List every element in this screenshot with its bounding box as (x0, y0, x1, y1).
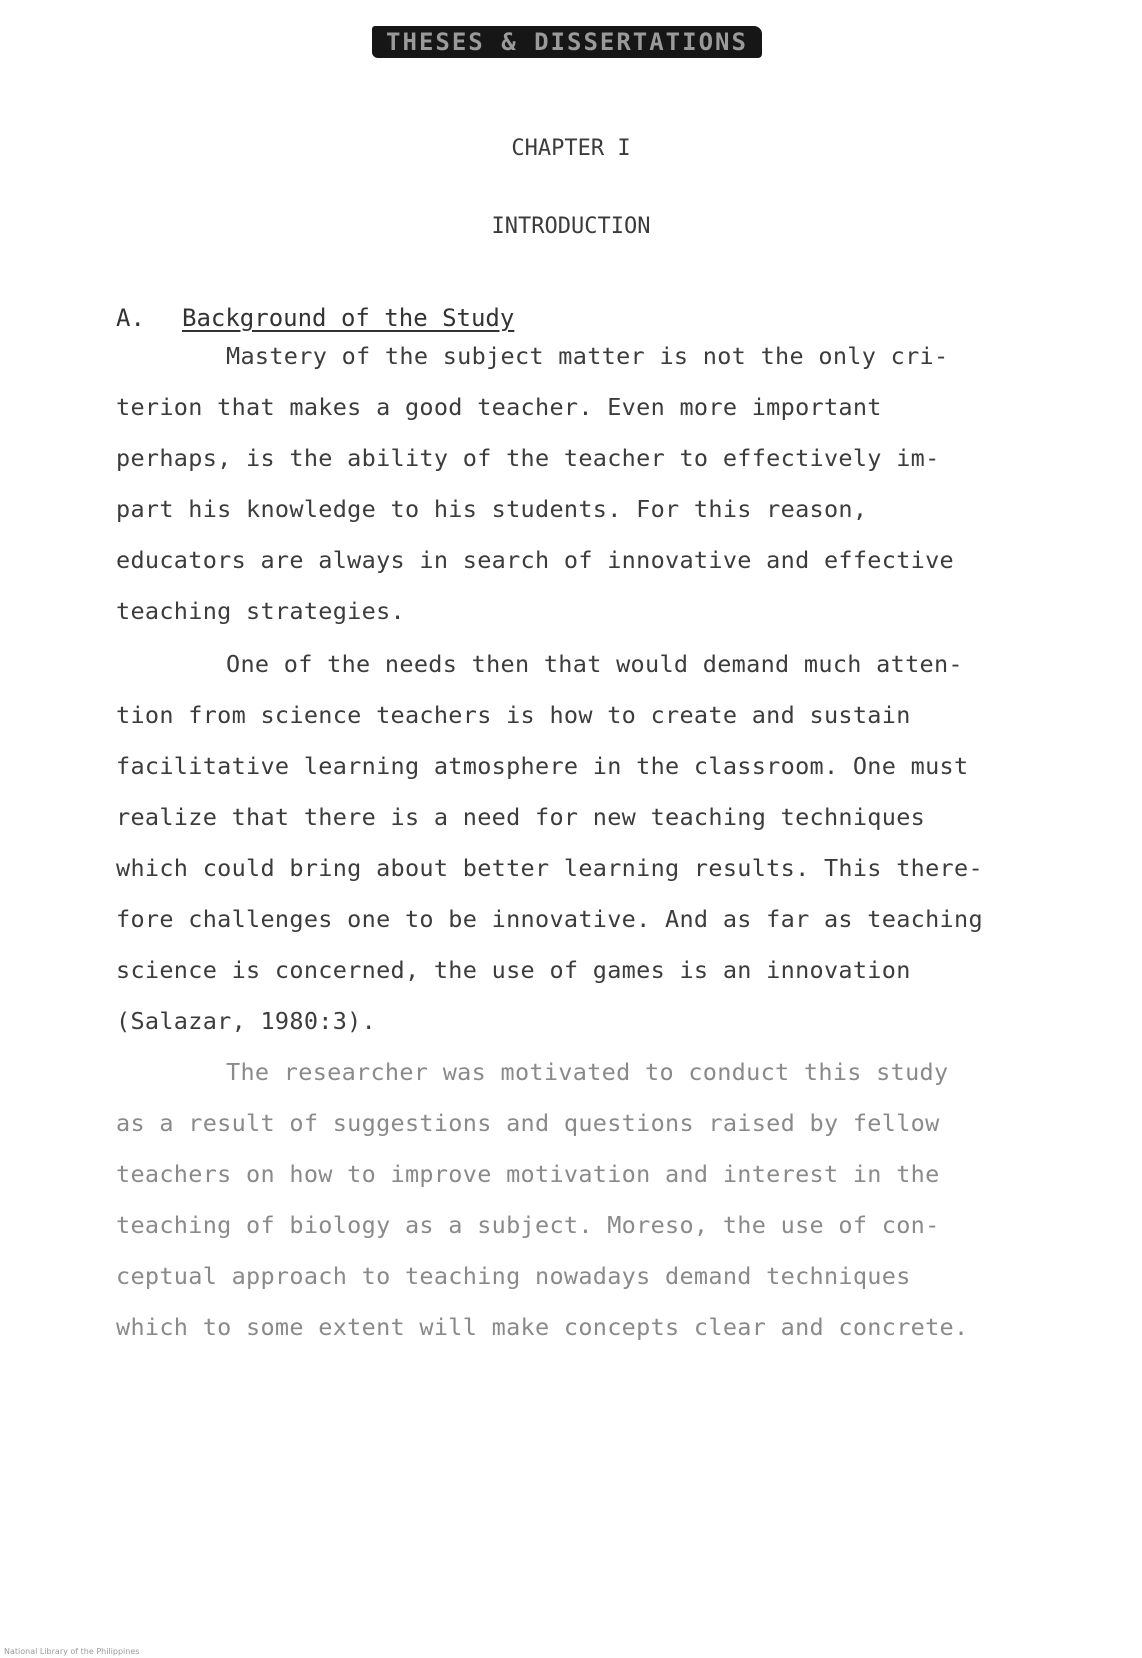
body-line: One of the needs then that would demand much atten- (226, 650, 963, 678)
body-line: Mastery of the subject matter is not the only cri- (226, 342, 949, 370)
body-line: science is concerned, the use of games is an innovation (116, 956, 911, 984)
body-line: terion that makes a good teacher. Even more important (116, 393, 882, 421)
body-line: which to some extent will make concepts clear and concrete. (116, 1313, 969, 1341)
body-line: realize that there is a need for new teaching techniques (116, 803, 926, 831)
body-line: part his knowledge to his students. For this reason, (116, 495, 868, 523)
body-line: teaching of biology as a subject. Moreso, the use of con- (116, 1211, 940, 1239)
library-stamp: THESES & DISSERTATIONS (372, 26, 762, 58)
body-line: facilitative learning atmosphere in the classroom. One must (116, 752, 969, 780)
chapter-title: INTRODUCTION (491, 214, 651, 239)
scan-footer: National Library of the Philippines (4, 1647, 140, 1656)
body-line: as a result of suggestions and questions raised by fellow (116, 1109, 940, 1137)
body-line: tion from science teachers is how to create and sustain (116, 701, 911, 729)
chapter-heading: CHAPTER I (511, 136, 631, 161)
body-line: The researcher was motivated to conduct this study (226, 1058, 949, 1086)
body-line: fore challenges one to be innovative. And as far as teaching (116, 905, 983, 933)
body-line: ceptual approach to teaching nowadays demand techniques (116, 1262, 911, 1290)
body-line: teaching strategies. (116, 597, 405, 625)
body-line: (Salazar, 1980:3). (116, 1007, 377, 1035)
section-letter: A. (116, 304, 145, 332)
body-line: educators are always in search of innovative and effective (116, 546, 954, 574)
body-line: teachers on how to improve motivation and interest in the (116, 1160, 940, 1188)
body-line: which could bring about better learning results. This there- (116, 854, 983, 882)
section-title: Background of the Study (182, 304, 515, 332)
body-line: perhaps, is the ability of the teacher to effectively im- (116, 444, 940, 472)
